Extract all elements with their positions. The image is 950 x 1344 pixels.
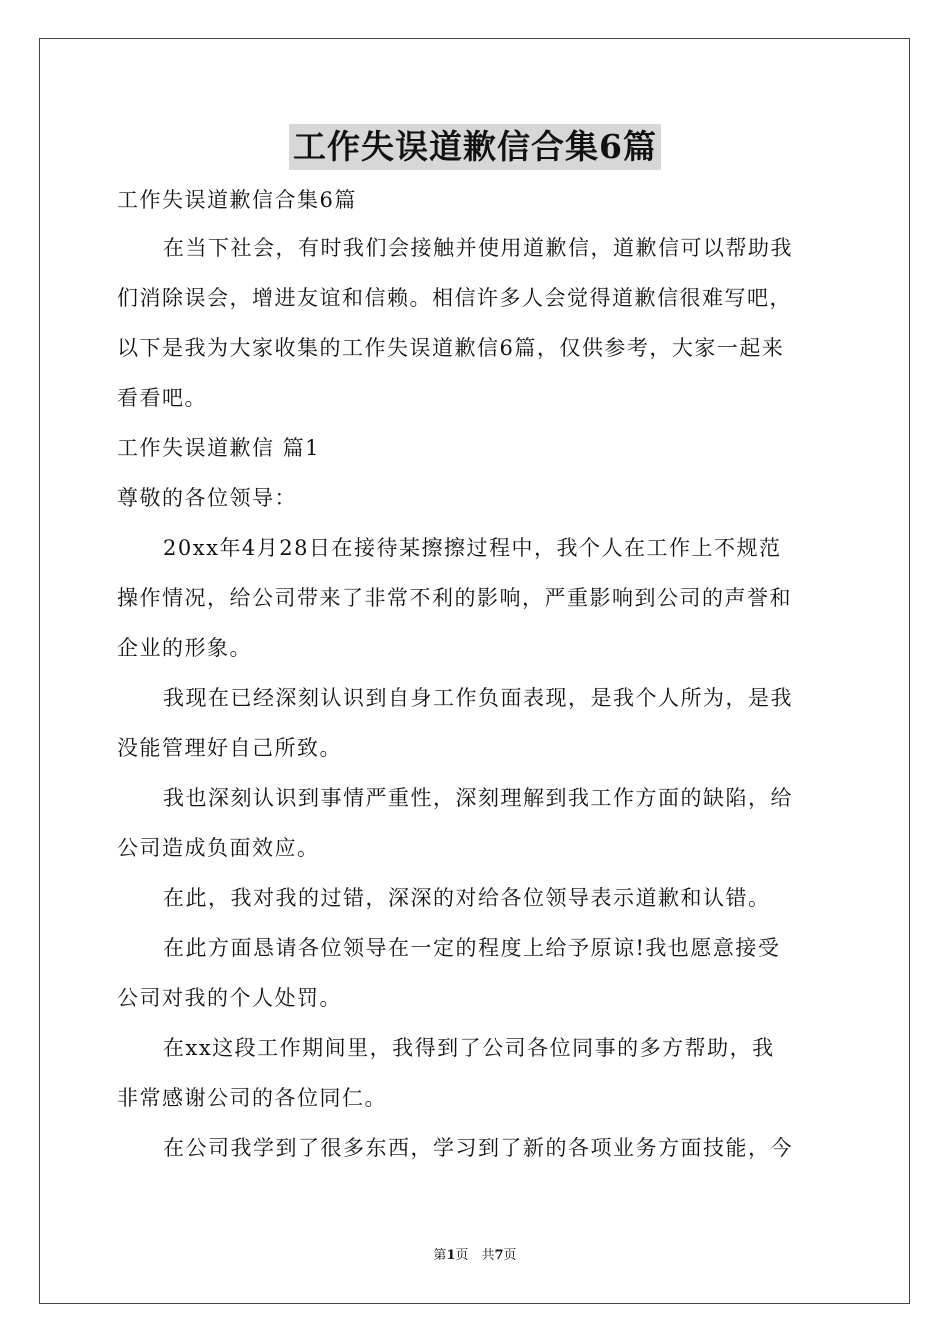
- page-prefix: 第: [433, 1248, 447, 1263]
- page-current: 1: [446, 1248, 456, 1263]
- page-total: 7: [494, 1248, 504, 1263]
- paragraph-line: 在公司我学到了很多东西，学习到了新的各项业务方面技能，今: [163, 1136, 793, 1160]
- paragraph-line: 在当下社会，有时我们会接触并使用道歉信，道歉信可以帮助我: [163, 236, 793, 260]
- document-title: 工作失误道歉信合集6篇: [289, 124, 661, 170]
- subtitle-line: 工作失误道歉信合集6篇: [117, 188, 357, 212]
- paragraph-line: 在此方面恳请各位领导在一定的程度上给予原谅!我也愿意接受: [163, 936, 781, 960]
- paragraph-line: 非常感谢公司的各位同仁。: [117, 1086, 387, 1110]
- paragraph-line: 我现在已经深刻认识到自身工作负面表现，是我个人所为，是我: [163, 686, 793, 710]
- paragraph-line: 看看吧。: [117, 386, 207, 410]
- paragraph-line: 企业的形象。: [117, 636, 252, 660]
- section-heading: 工作失误道歉信 篇1: [117, 436, 321, 460]
- paragraph-line: 公司造成负面效应。: [117, 836, 320, 860]
- page-suffix: 页: [503, 1248, 517, 1263]
- paragraph-line: 我也深刻认识到事情严重性，深刻理解到我工作方面的缺陷，给: [163, 786, 793, 810]
- paragraph-line: 20xx年4月28日在接待某擦擦过程中，我个人在工作上不规范: [163, 536, 782, 560]
- paragraph-line: 公司对我的个人处罚。: [117, 986, 342, 1010]
- paragraph-line: 在xx这段工作期间里，我得到了公司各位同事的多方帮助，我: [163, 1036, 775, 1060]
- paragraph-line: 以下是我为大家收集的工作失误道歉信6篇，仅供参考，大家一起来: [117, 336, 785, 360]
- paragraph-line: 没能管理好自己所致。: [117, 736, 342, 760]
- paragraph-line: 在此，我对我的过错，深深的对给各位领导表示道歉和认错。: [163, 886, 771, 910]
- paragraph-line: 操作情况，给公司带来了非常不利的影响，严重影响到公司的声誉和: [117, 586, 792, 610]
- salutation: 尊敬的各位领导：: [117, 486, 297, 510]
- page-border: [39, 38, 910, 1304]
- paragraph-line: 们消除误会，增进友谊和信赖。相信许多人会觉得道歉信很难写吧，: [117, 286, 792, 310]
- page-mid: 页 共: [455, 1248, 495, 1263]
- page-footer: [0, 1247, 950, 1265]
- title-wrap: [0, 124, 950, 170]
